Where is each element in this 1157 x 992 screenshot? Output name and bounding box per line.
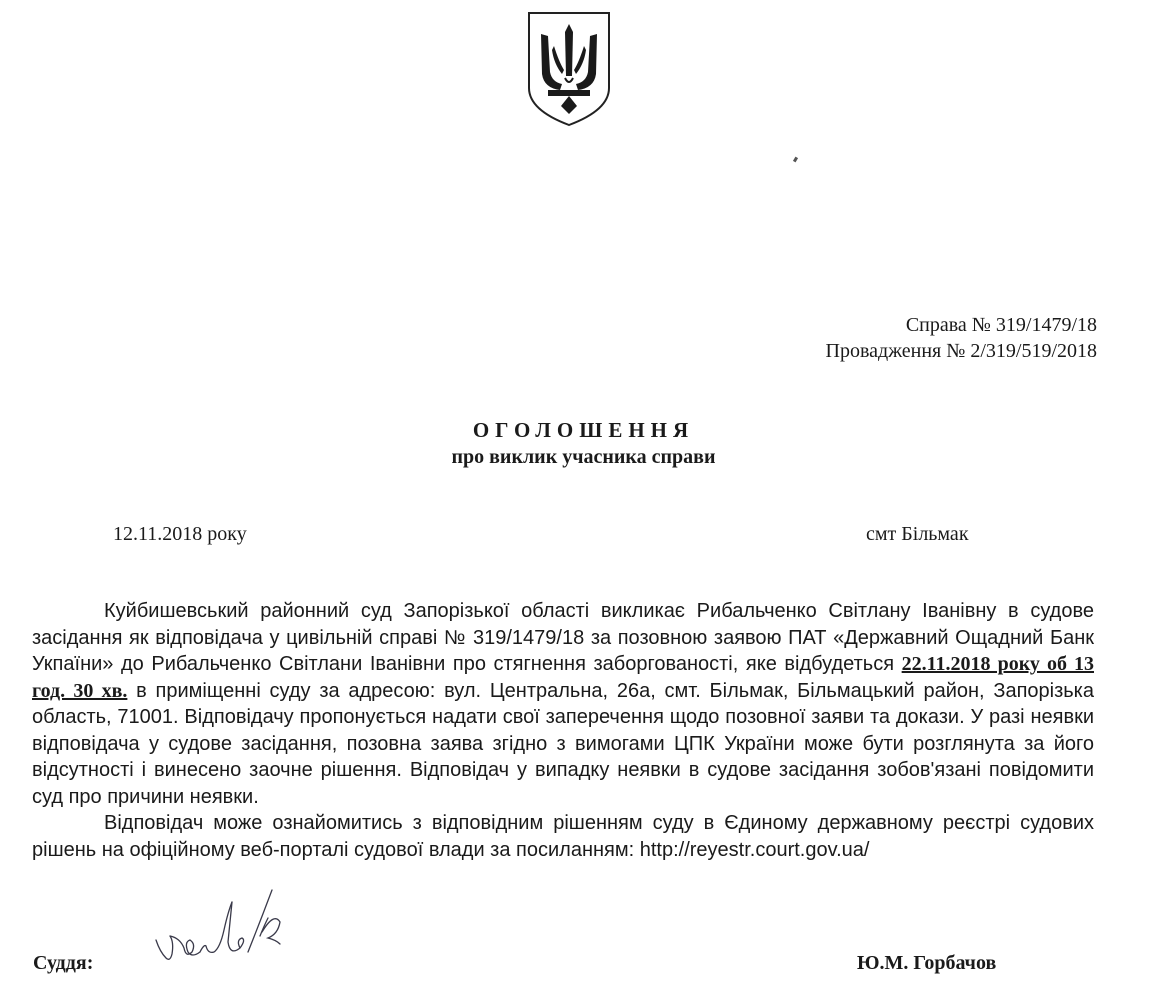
handwritten-signature-icon bbox=[150, 882, 320, 982]
announcement-body bbox=[32, 598, 1094, 863]
body-paragraph-2: Відповідач може ознайомитись з відповідним рішенням суду в Єдиному державному реєстрі судових рішень на офіційному веб-порталі судової влади за посиланням: http://reyestr.court.gov.ua/ bbox=[32, 812, 1094, 861]
paragraph-1-rest: в приміщенні суду за адресою: вул. Центральна, 26а, смт. Більмак, Більмацький район, Запорізька область, 71001. Відповідачу пропонується надати свої заперечення щодо позовної заяви та докази. У разі неявки відповідача у судове засідання, позовна заява згідно з вимогами ЦПК України може бути розглянута за його відсутності і винесено заочне рішення. Відповідач у випадку неявки в судове засідання зобов'язані повідомити суд про причини неявки. bbox=[32, 679, 1094, 808]
paragraph-1-intro: Куйбишевський районний суд Запорізької області викликає Рибальченко Світлану Іванівну в судове засідання як відповідача у цивільній справі № 319/1479/18 за позовною заявою ПАТ «Державний Ощадний Банк Укпаїни» до Рибальченко Світлани Іванівни про стягнення заборгованості, яке відбудеться bbox=[32, 600, 1094, 675]
hearing-datetime: 22.11.2018 року об 13 год. 30 хв. bbox=[32, 653, 1094, 702]
document-subtitle: про виклик учасника справи bbox=[451, 446, 716, 468]
judge-label: Суддя: bbox=[33, 952, 94, 974]
case-number: Справа № 319/1479/18 bbox=[905, 314, 1097, 336]
case-reference-block bbox=[826, 312, 1097, 364]
document-date: 12.11.2018 року bbox=[113, 523, 247, 545]
trident-coat-of-arms-icon bbox=[526, 10, 612, 128]
scan-artifact-mark bbox=[793, 157, 798, 163]
document-title: ОГОЛОШЕННЯ bbox=[472, 418, 695, 442]
proceeding-number: Провадження № 2/319/519/2018 bbox=[825, 340, 1097, 362]
judge-name: Ю.М. Горбачов bbox=[857, 952, 997, 974]
body-paragraph-1 bbox=[32, 598, 1094, 810]
document-place: смт Більмак bbox=[866, 523, 969, 545]
